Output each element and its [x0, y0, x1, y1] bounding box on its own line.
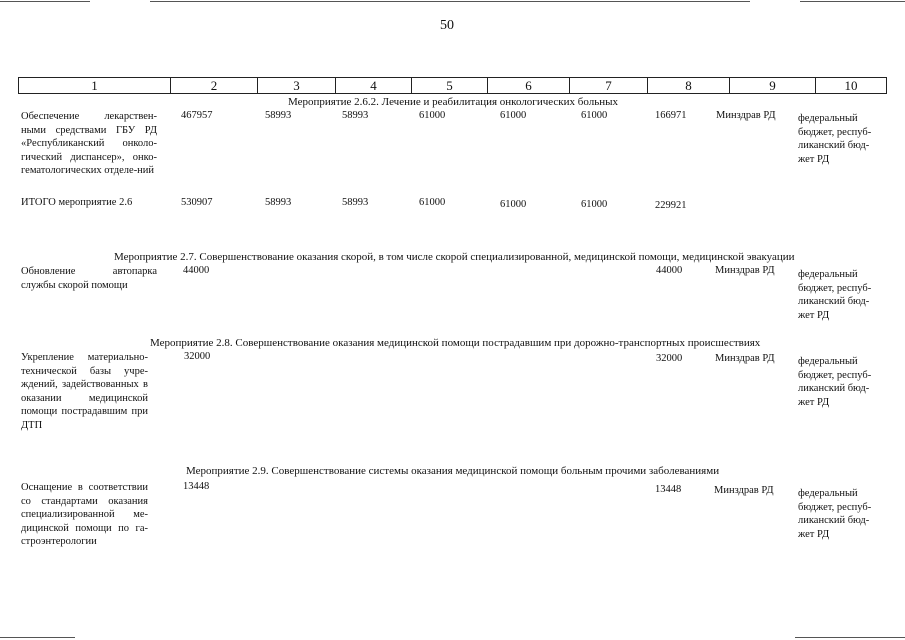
summary-total: 530907 — [181, 197, 213, 208]
total-value: 467957 — [181, 110, 213, 121]
section-title-2-9: Мероприятие 2.9. Совершенствование системы оказания медицинской помощи больным прочими заболеваниями — [186, 465, 720, 477]
executor: Минздрав РД — [715, 353, 775, 364]
scan-edge-top-right — [800, 1, 905, 2]
executor: Минздрав РД — [716, 110, 776, 121]
column-number: 7 — [570, 78, 648, 94]
funding-source: федеральный бюджет, респуб-ликанский бюд-жет РД — [798, 488, 872, 540]
column-number: 6 — [488, 78, 570, 94]
summary-year-value: 58993 — [342, 197, 369, 208]
year-value: 32000 — [656, 353, 683, 364]
summary-name: ИТОГО мероприятие 2.6 — [21, 197, 133, 208]
summary-year-value: 61000 — [419, 197, 446, 208]
executor: Минздрав РД — [714, 485, 774, 496]
column-number: 4 — [336, 78, 412, 94]
measure-name: Обновление автопарка службы скорой помощи — [21, 266, 157, 291]
measure-name: Укрепление материально-технической базы учре-ждений, задействованных в оказании медицинской помощи пострадавшим при ДТП — [21, 352, 148, 431]
year-value: 61000 — [500, 110, 527, 121]
scan-edge-bottom-left — [0, 637, 75, 638]
column-number: 10 — [816, 78, 887, 94]
summary-year-value: 58993 — [265, 197, 292, 208]
scan-edge-top-left — [0, 1, 90, 2]
year-value: 166971 — [655, 110, 687, 121]
year-value: 58993 — [342, 110, 369, 121]
year-value: 61000 — [581, 110, 608, 121]
column-number-header — [18, 77, 887, 94]
section-title-2-8: Мероприятие 2.8. Совершенствование оказания медицинской помощи пострадавшим при дорожно-транспортных происшествиях — [150, 337, 761, 349]
funding-source: федеральный бюджет, респуб-ликанский бюд-жет РД — [798, 356, 872, 408]
column-number: 8 — [648, 78, 730, 94]
year-value: 44000 — [656, 265, 683, 276]
summary-year-value: 61000 — [581, 199, 608, 210]
year-value: 61000 — [419, 110, 446, 121]
total-value: 44000 — [183, 265, 210, 276]
scan-edge-bottom-right — [795, 637, 905, 638]
year-value: 58993 — [265, 110, 292, 121]
column-number: 2 — [171, 78, 258, 94]
total-value: 32000 — [184, 351, 211, 362]
measure-name: Обеспечение лекарствен-ными средствами ГБУ РД «Республиканский онколо-гический диспансер», онко-гематологических отделе-ний — [21, 111, 157, 176]
executor: Минздрав РД — [715, 265, 775, 276]
section-title-2-7: Мероприятие 2.7. Совершенствование оказания скорой, в том числе скорой специализированной, медицинской помощи, медицинской эвакуации — [114, 251, 795, 263]
column-number: 1 — [19, 78, 171, 94]
page-number: 50 — [440, 18, 454, 33]
section-title-2-6-2: Мероприятие 2.6.2. Лечение и реабилитация онкологических больных — [288, 96, 618, 108]
summary-year-value: 61000 — [500, 199, 527, 210]
column-number: 9 — [730, 78, 816, 94]
funding-source: федеральный бюджет, респуб-ликанский бюд-жет РД — [798, 113, 872, 165]
year-value: 13448 — [655, 484, 682, 495]
summary-year-value: 229921 — [655, 200, 687, 211]
measure-name: Оснащение в соответствии со стандартами оказания специализированной ме-дицинской помощи по га-строэнтерологии — [21, 482, 148, 547]
scan-edge-top-mid — [150, 1, 750, 2]
total-value: 13448 — [183, 481, 210, 492]
column-number: 5 — [412, 78, 488, 94]
funding-source: федеральный бюджет, респуб-ликанский бюд-жет РД — [798, 269, 872, 321]
column-number: 3 — [258, 78, 336, 94]
